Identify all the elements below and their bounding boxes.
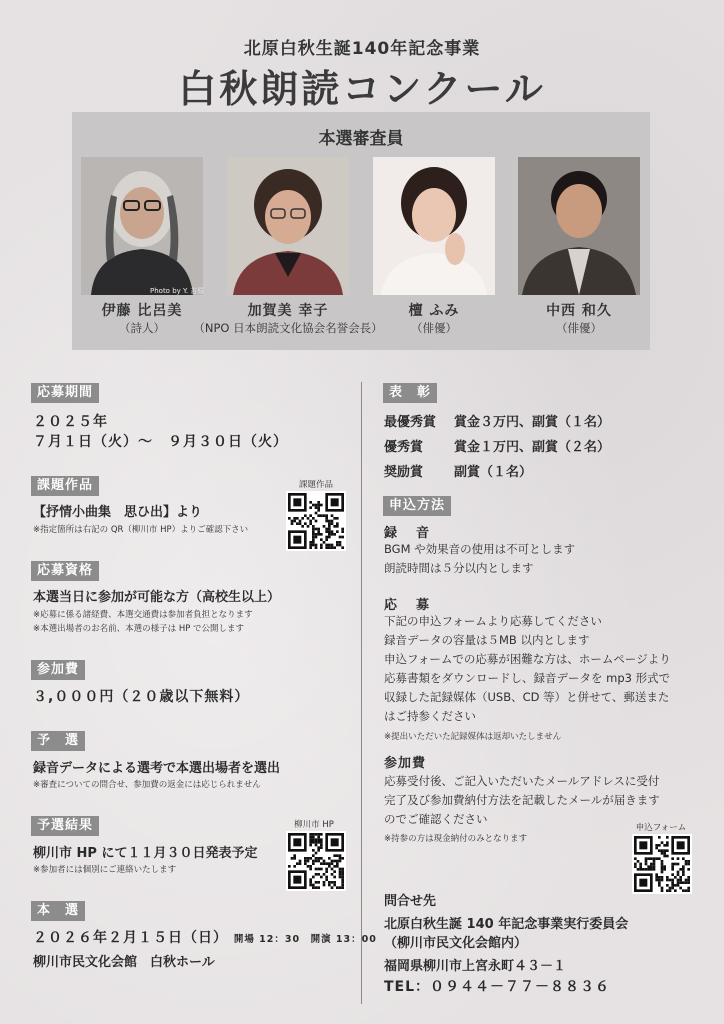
label-eligibility: 応募資格 [31,561,99,581]
fee-payment-line-2: 完了及び参加費納付方法を記載したメールが届きます [384,793,660,807]
column-divider [361,382,362,1004]
fee-text: ３,０００円（２０歳以下無料） [33,689,250,705]
judge-name-4: 中西 和久 [546,303,612,319]
final-times: 開場 12：30 開演 13：00 [233,934,377,945]
apply-line-3: 申込フォームでの応募が困難な方は、ホームページより [384,652,671,666]
award-name-2: 優秀賞 [384,440,424,455]
judge-name-3: 檀 ふみ [408,303,460,319]
apply-line-5: 収録した記録媒体（USB、CD 等）と併せて、郵送また [384,690,670,704]
contact-org: 北原白秋生誕 140 年記念事業実行委員会 [384,917,629,932]
judge-photo-4 [518,157,640,295]
preliminary-result-note: ※参加者には個別にご連絡いたします [33,865,177,875]
award-prize-2: 賞金１万円、副賞（２名） [454,440,611,455]
period-range: ７月１日（火）～ ９月３０日（火） [33,434,288,450]
final-date-line [33,927,377,947]
judge-name-2: 加賀美 幸子 [247,303,329,319]
qr-code-city-hp[interactable] [286,831,346,891]
period-year: ２０２５年 [33,414,108,430]
label-application-period: 応募期間 [31,383,99,403]
judge-role-1: （詩人） [119,321,165,335]
recording-heading: 録 音 [384,526,433,541]
judge-name-1: 伊藤 比呂美 [101,303,183,319]
label-how-to-apply: 申込方法 [383,496,451,516]
apply-line-1: 下記の申込フォームより応募してください [384,614,602,628]
judge-role-4: （俳優） [556,321,602,335]
final-date: ２０２６年２月１５日（日） [33,930,228,946]
label-fee: 参加費 [31,660,85,680]
contact-tel[interactable]: TEL：０９４４－７７－８８３６ [384,979,611,995]
apply-heading: 応 募 [384,598,433,613]
photo-credit: Photo by Y. 吉原 [150,287,205,295]
qr-caption-form: 申込フォーム [635,823,687,833]
event-subtitle: 北原白秋生誕140年記念事業 [243,39,481,59]
preliminary-text: 録音データによる選考で本選出場者を選出 [33,761,281,776]
qr-code-application-form[interactable] [632,834,692,894]
qr-caption-city-hp: 柳川市 HP [294,820,334,830]
eligibility-text: 本選当日に参加が可能な方（高校生以上） [33,590,281,605]
judge-role-3: （俳優） [411,321,457,335]
judge-photo-2 [227,157,349,295]
apply-line-2: 録音データの容量は５MB 以内とします [384,633,590,647]
preliminary-result-text: 柳川市 HP にて１１月３０日発表予定 [33,846,258,861]
label-final: 本 選 [31,901,85,921]
fee-payment-line-3: のでご確認ください [384,812,488,826]
award-name-1: 最優秀賞 [384,415,437,430]
label-work: 課題作品 [31,476,99,496]
preliminary-note: ※審査についての問合せ、参加費の返金には応じられません [33,780,261,790]
recording-line-1: BGM や効果音の使用は不可とします [384,542,576,556]
apply-note: ※提出いただいた記録媒体は返却いたしません [384,732,562,742]
fee-payment-heading: 参加費 [384,756,427,771]
apply-line-6: はご持参ください [384,709,476,723]
label-preliminary-result: 予選結果 [31,816,99,836]
contact-address: 福岡県柳川市上宮永町４３－１ [384,959,567,974]
work-note: ※指定箇所は右記の QR（柳川市 HP）よりご確認下さい [33,525,249,535]
contact-heading: 問合せ先 [384,894,437,909]
award-name-3: 奨励賞 [384,465,424,480]
eligibility-note-1: ※応募に係る諸経費、本選交通費は参加者負担となります [33,610,253,620]
work-title: 【抒情小曲集 思ひ出】より [33,505,203,520]
recording-line-2: 朗読時間は５分以内とします [384,561,534,575]
apply-line-4: 応募書類をダウンロードし、録音データを mp3 形式で [384,671,671,685]
qr-code-work[interactable] [286,491,346,551]
fee-payment-note: ※持参の方は現金納付のみとなります [384,834,528,844]
final-venue: 柳川市民文化会館 白秋ホール [33,955,215,970]
page-title: 白秋朗読コンクール [178,67,546,111]
judges-heading: 本選審査員 [318,129,404,149]
label-awards: 表 彰 [383,383,437,403]
judge-role-2: （NPO 日本朗読文化協会名誉会長） [193,321,383,335]
contact-dept: （柳川市民文化会館内） [384,936,528,951]
qr-caption-work: 課題作品 [298,480,333,490]
judge-photo-3 [373,157,495,295]
label-preliminary: 予 選 [31,731,85,751]
award-prize-1: 賞金３万円、副賞（１名） [454,415,611,430]
fee-payment-line-1: 応募受付後、ご記入いただいたメールアドレスに受付 [384,774,660,788]
eligibility-note-2: ※本選出場者のお名前、本選の様子は HP で公開します [33,624,245,634]
judge-photo-1 [81,157,203,295]
award-prize-3: 副賞（１名） [454,465,533,480]
